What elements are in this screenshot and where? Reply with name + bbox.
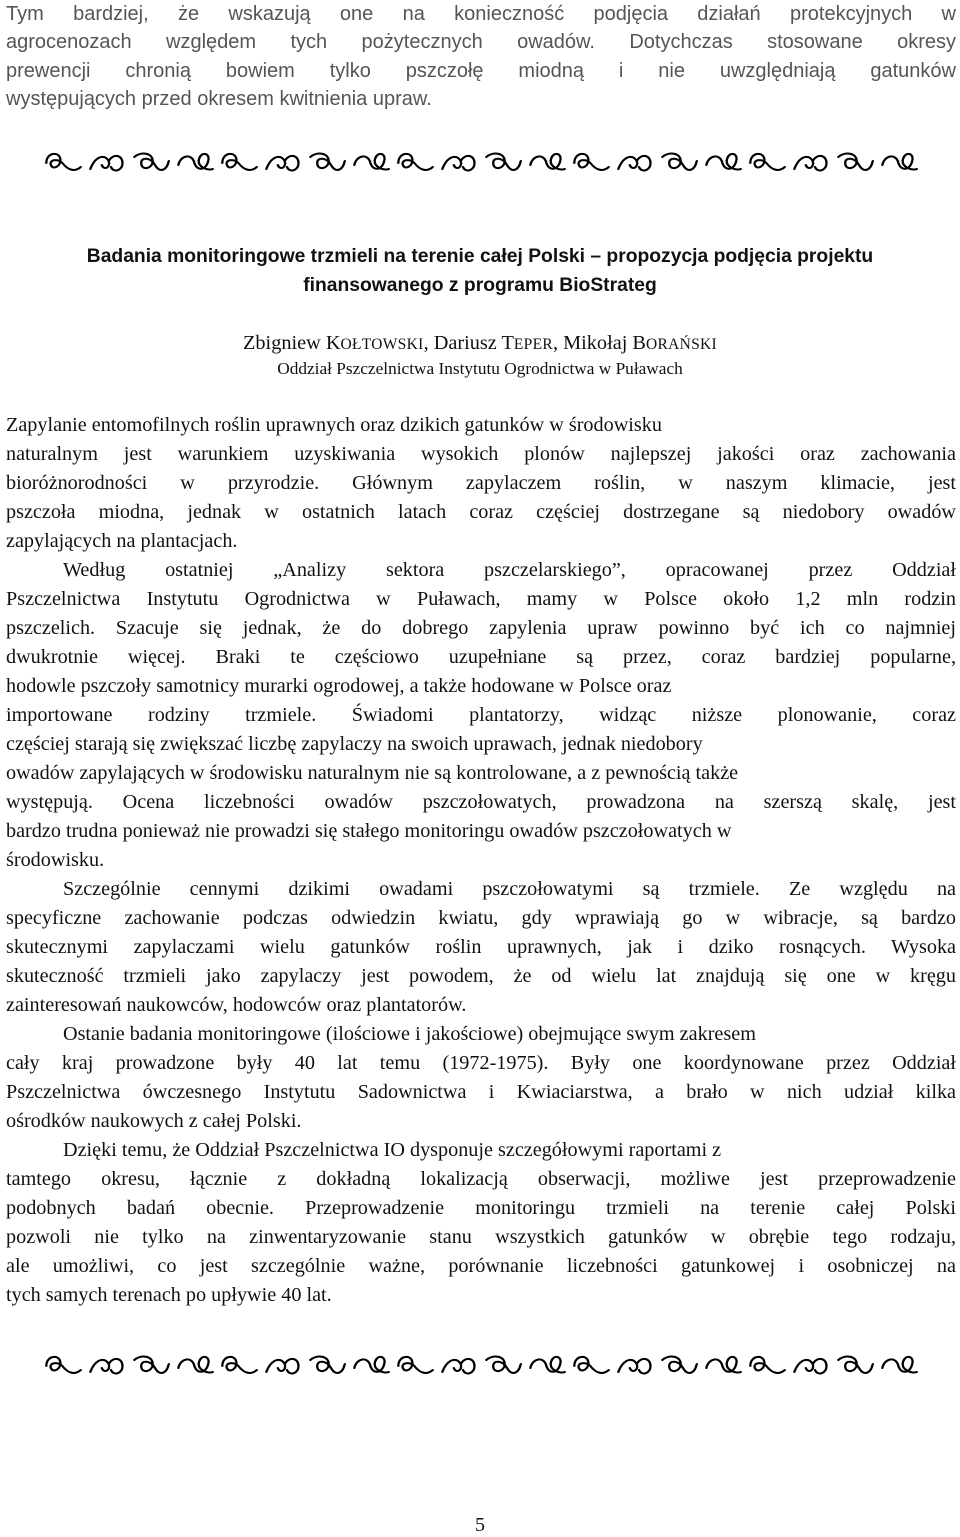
body-line: pszczelich. Szacuje się jednak, że do dobrego zapylenia upraw powinno być ich co najmniej [6, 617, 956, 639]
text-line: Tym bardziej, że wskazują one na konieczność podjęcia działań protekcyjnych w [6, 3, 956, 25]
author-separator: , Mikołaj [552, 332, 633, 354]
author-separator: , Dariusz [423, 332, 502, 354]
text-line: agrocenozach względem tych pożytecznych owadów. Dotychczas stosowane okresy [6, 31, 956, 54]
ornament-swirl [310, 1357, 345, 1373]
body-line: Zapylanie entomofilnych roślin uprawnych oraz dzikich gatunków w środowisku [6, 414, 662, 436]
ornament-swirl [442, 1359, 474, 1374]
ornament-swirl [46, 154, 81, 170]
ornament-swirl [134, 154, 169, 170]
ornament-swirl [354, 154, 389, 170]
ornament-swirl [178, 154, 213, 170]
ornament-swirl [398, 1357, 433, 1373]
ornament-swirl [750, 154, 785, 170]
body-line: Dzięki temu, że Oddział Pszczelnictwa IO dysponuje szczegółowymi raportami z [63, 1139, 722, 1161]
ornament-swirl [618, 1359, 650, 1374]
body-line: skutecznymi zapylaczami wielu gatunków roślin uprawnych, jak i dziko rosnących. Wysoka [6, 936, 956, 958]
body-line: częściej starają się zwiększać liczbę zapylaczy na swoich uprawach, jednak niedobory [6, 733, 703, 755]
ornament-swirl [882, 1357, 917, 1373]
ornament-swirl [310, 154, 345, 170]
body-line: Według ostatniej „Analizy sektora pszczelarskiego”, opracowanej przez Oddział [63, 559, 956, 581]
author-list [0, 329, 960, 359]
body-line: środowisku. [6, 849, 105, 871]
body-line: tych samych terenach po upływie 40 lat. [6, 1284, 332, 1306]
article-body [6, 411, 956, 1310]
ornament-swirl [618, 156, 650, 171]
ornament-swirl [266, 1359, 298, 1374]
body-line: skuteczność trzmieli jako zapylaczy jest powodem, że od wielu lat znajdują się one w kręgu [6, 965, 956, 987]
body-line: zapylających na plantacjach. [6, 530, 238, 552]
ornament-swirl [398, 154, 433, 170]
body-line: zainteresowań naukowców, hodowców oraz plantatorów. [6, 994, 467, 1016]
ornament-swirl [574, 1357, 609, 1373]
body-line: hodowle pszczoły samotnicy murarki ogrodowej, a także hodowane w Polsce oraz [6, 675, 672, 697]
body-line: ale umożliwi, co jest szczególnie ważne, porównanie liczebności gatunkowej i osobniczej na [6, 1255, 956, 1277]
body-line: występują. Ocena liczebności owadów pszczołowatych, prowadzona na szerszą skalę, jest [6, 791, 956, 813]
ornament-swirl [838, 154, 873, 170]
floral-ornament-divider-bottom [0, 1348, 960, 1382]
body-line: pozwoli nie tylko na zinwentaryzowanie stanu wszystkich gatunków w obrębie tego rodzaju, [6, 1226, 956, 1248]
body-line: Pszczelnictwa Instytutu Ogrodnictwa w Puławach, mamy w Polsce około 1,2 mln rodzin [6, 588, 956, 610]
body-line: owadów zapylających w środowisku naturalnym nie są kontrolowane, a z pewnością także [6, 762, 739, 784]
body-line: pszczoła miodna, jednak w ostatnich latach coraz częściej dostrzegane są niedobory owadów [6, 501, 956, 523]
body-line: Pszczelnictwa ówczesnego Instytutu Sadownictwa i Kwiaciarstwa, a brało w nich udział kilka [6, 1081, 956, 1103]
ornament-swirl [354, 1357, 389, 1373]
ornament-swirl [178, 1357, 213, 1373]
ornament-swirl [882, 154, 917, 170]
ornament-swirl [662, 154, 697, 170]
ornament-swirl [794, 1359, 826, 1374]
text-line: występujących przed okresem kwitnienia upraw. [6, 87, 432, 110]
ornament-swirl [266, 156, 298, 171]
body-line: Ostanie badania monitoringowe (ilościowe i jakościowe) obejmujące swym zakresem [63, 1023, 756, 1045]
ornament-swirl [442, 156, 474, 171]
ornament-swirl [706, 1357, 741, 1373]
ornament-swirl [486, 1357, 521, 1373]
body-line: tamtego okresu, łącznie z dokładną lokalizacją obserwacji, możliwe jest przeprowadzenie [6, 1168, 956, 1190]
title-line: Badania monitoringowe trzmieli na terenie całej Polski – propozycja podjęcia projektu [86, 246, 874, 267]
body-line: bardzo trudna ponieważ nie prowadzi się stałego monitoringu owadów pszczołowatych w [6, 820, 732, 842]
floral-ornament-divider-top [0, 145, 960, 179]
body-line: importowane rodziny trzmiele. Świadomi plantatorzy, widząc niższe plonowanie, coraz [6, 704, 956, 726]
ornament-swirl [222, 1357, 256, 1373]
ornament-swirl [530, 1357, 565, 1373]
ornament-swirl [46, 1357, 81, 1373]
body-line: cały kraj prowadzone były 40 lat temu (1972-1975). Były one koordynowane przez Oddział [6, 1052, 956, 1074]
ornament-swirl [574, 154, 609, 170]
author-surname: OŁTOWSKI [340, 336, 424, 353]
page-number: 5 [475, 1514, 485, 1536]
body-line: bioróżnorodności w przyrodzie. Głównym zapylaczem roślin, w naszym klimacie, jest [6, 472, 956, 494]
author-surname-initial: K [325, 332, 341, 354]
ornament-swirl [706, 154, 741, 170]
body-line: dwukrotnie więcej. Braki te częściowo uzupełniane są przez, coraz bardziej popularne, [6, 646, 956, 668]
body-line: naturalnym jest warunkiem uzyskiwania wysokich plonów najlepszej jakości oraz zachowania [6, 443, 956, 465]
text-line: prewencji chronią bowiem tylko pszczołę miodną i nie uwzględniają gatunków [6, 59, 956, 82]
author-surname: EPER [513, 336, 553, 353]
ornament-swirl [134, 1357, 169, 1373]
author-surname-initial: B [632, 332, 646, 354]
title-line: finansowanego z programu BioStrateg [303, 275, 657, 296]
ornament-swirl [486, 154, 521, 170]
ornament-swirl [90, 156, 122, 171]
body-line: ośrodków naukowych z całej Polski. [6, 1110, 302, 1132]
ornament-swirl [530, 154, 565, 170]
floral-ornament-icon [0, 145, 960, 179]
ornament-swirl [750, 1357, 785, 1373]
body-line: Szczególnie cennymi dzikimi owadami pszczołowatymi są trzmiele. Ze względu na [63, 878, 956, 900]
author-first-name: Zbigniew [243, 332, 326, 354]
ornament-swirl [838, 1357, 873, 1373]
ornament-swirl [662, 1357, 697, 1373]
ornament-swirl [222, 154, 256, 170]
ornament-swirl [794, 156, 826, 171]
author-surname-initial: T [501, 332, 514, 354]
article-title [0, 242, 960, 300]
body-line: podobnych badań obecnie. Przeprowadzenie monitoringu trzmieli na terenie całej Polski [6, 1197, 956, 1219]
ornament-swirl [90, 1359, 122, 1374]
body-line: specyficzne zachowanie podczas odwiedzin kwiatu, gdy wprawiają go w wibracje, są bardzo [6, 907, 956, 929]
author-affiliation: Oddział Pszczelnictwa Instytutu Ogrodnictwa w Puławach [277, 359, 683, 378]
floral-ornament-icon [0, 1348, 960, 1382]
author-surname: ORAŃSKI [645, 336, 717, 353]
intro-paragraph [6, 0, 956, 113]
